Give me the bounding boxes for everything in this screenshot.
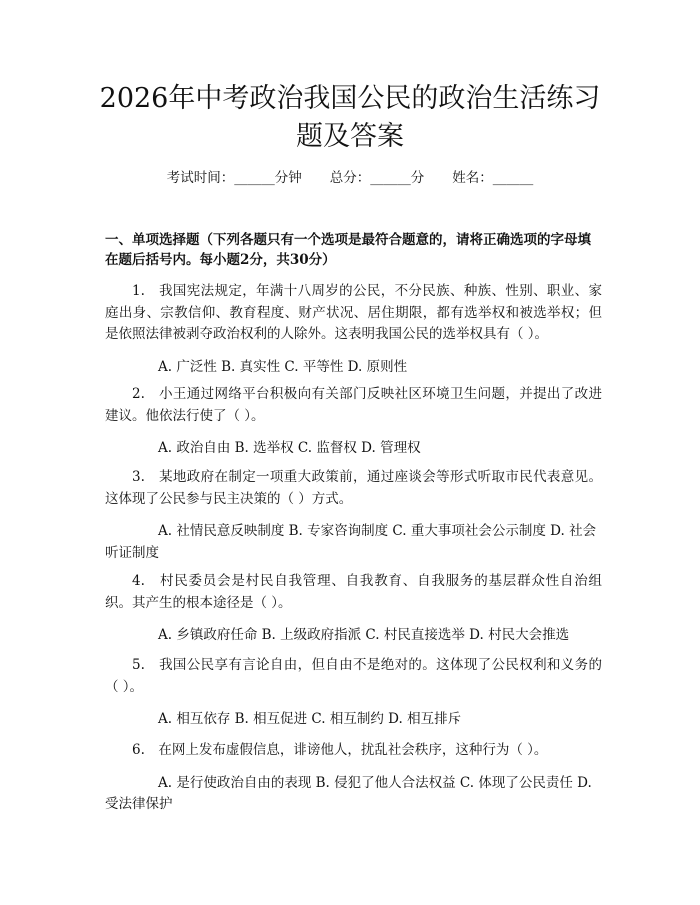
question-stem: 5. 我国公民享有言论自由，但自由不是绝对的。这体现了公民权利和义务的（ ）。 <box>105 657 602 695</box>
question-options: A. 广泛性 B. 真实性 C. 平等性 D. 原则性 <box>158 358 408 375</box>
question-4 <box>105 571 602 647</box>
question-options: A. 相互依存 B. 相互促进 C. 相互制约 D. 相互排斥 <box>158 711 462 727</box>
question-6 <box>105 740 602 816</box>
section-heading: 一、单项选择题（下列各题只有一个选项是最符合题意的，请将正确选项的字母填在题后括号内。每小题2分，共30分） <box>105 232 591 268</box>
question-stem: 2. 小王通过网络平台积极向有关部门反映社区环境卫生问题，并提出了改进建议。他依法行使了（ ）。 <box>105 386 602 424</box>
total-score-field: 总分：______分 <box>329 170 425 186</box>
question-options: A. 乡镇政府任命 B. 上级政府指派 C. 村民直接选举 D. 村民大会推选 <box>158 627 570 643</box>
question-stem: 6. 在网上发布虚假信息，诽谤他人，扰乱社会秩序，这种行为（ ）。 <box>132 742 548 758</box>
question-5 <box>105 655 602 731</box>
question-options: A. 社情民意反映制度 B. 专家咨询制度 C. 重大事项社会公示制度 D. 社会听证制度 <box>105 523 597 561</box>
question-options: A. 政治自由 B. 选举权 C. 监督权 D. 管理权 <box>158 440 421 456</box>
question-1 <box>105 281 602 378</box>
question-3 <box>105 467 602 564</box>
exam-time-field: 考试时间：______分钟 <box>166 170 302 186</box>
student-name-field: 姓名：______ <box>452 170 534 186</box>
question-2 <box>105 384 602 460</box>
exam-info <box>0 168 700 188</box>
question-options: A. 是行使政治自由的表现 B. 侵犯了他人合法权益 C. 体现了公民责任 D. 受法律保护 <box>105 774 592 812</box>
question-stem: 4. 村民委员会是村民自我管理、自我教育、自我服务的基层群众性自治组织。其产生的根本途径是（ ）。 <box>105 573 602 611</box>
question-stem: 3. 某地政府在制定一项重大政策前，通过座谈会等形式听取市民代表意见。这体现了公民参与民主决策的（ ）方式。 <box>105 469 602 507</box>
document-title: 2026年中考政治我国公民的政治生活练习题及答案 <box>99 83 601 152</box>
question-stem: 1. 我国宪法规定，年满十八周岁的公民，不分民族、种族、性别、职业、家庭出身、宗教信仰、教育程度、财产状况、居住期限，都有选举权和被选举权；但是依照法律被剥夺政治权利的人除外。这表明我国公民的选举权具有（ ）。 <box>105 283 602 342</box>
